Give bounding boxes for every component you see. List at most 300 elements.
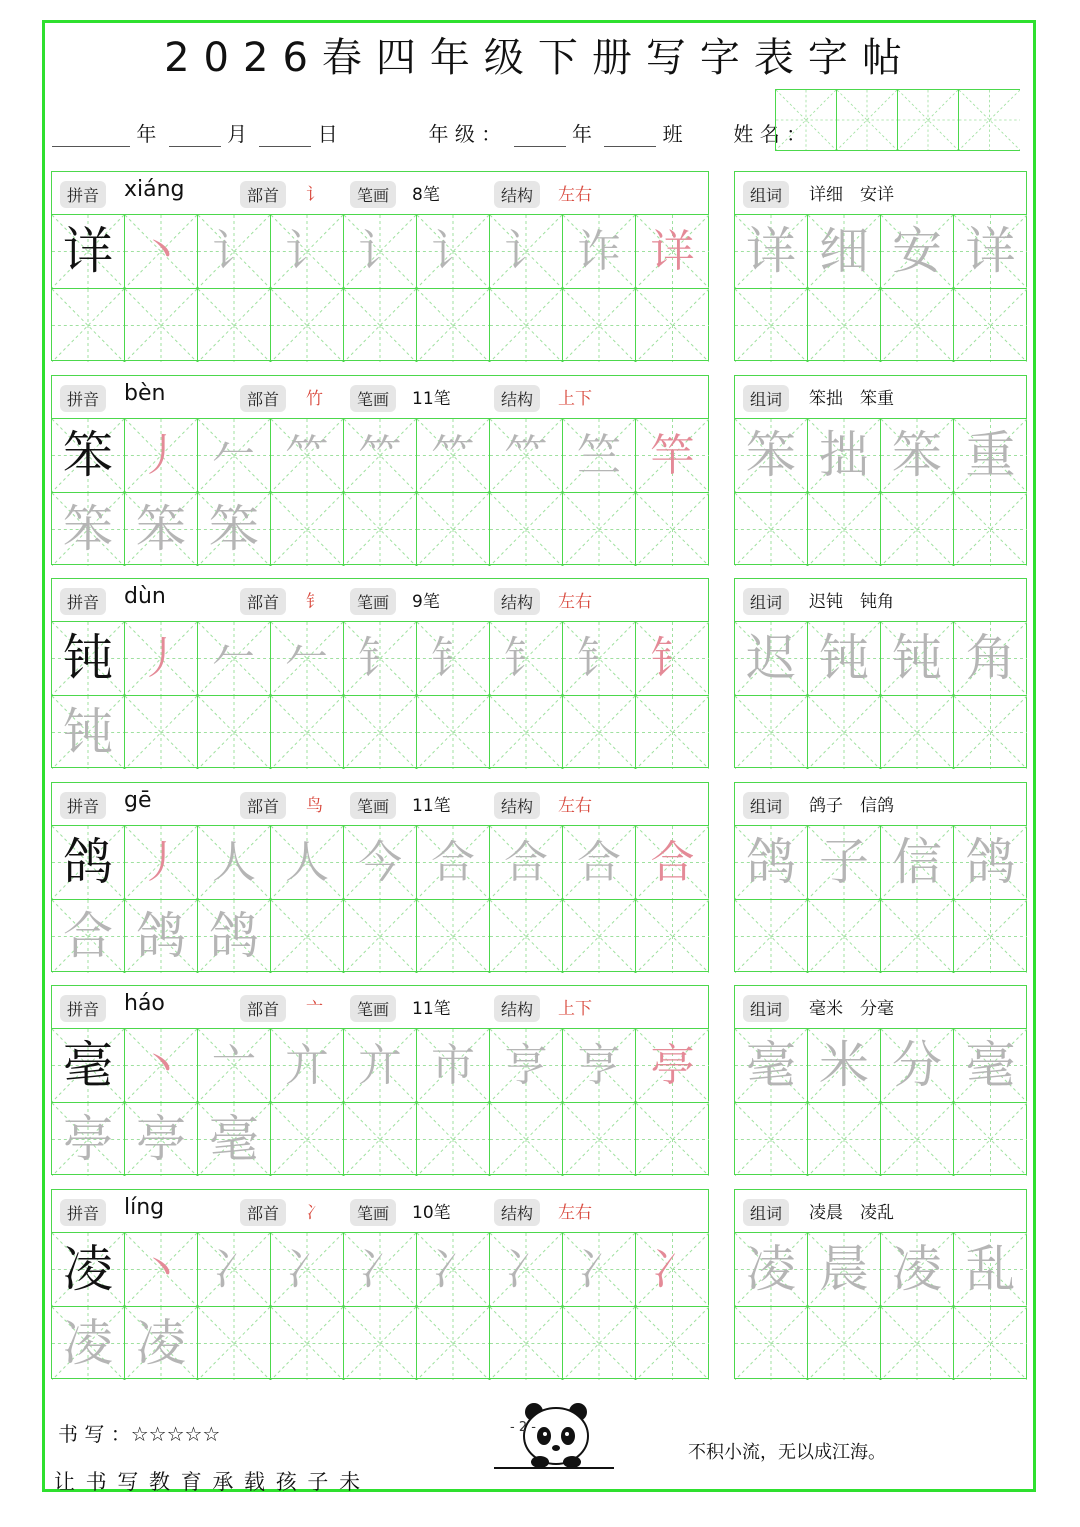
word-trace-cell	[735, 1029, 808, 1102]
structure-value: 上下	[558, 999, 592, 1019]
panda-icon	[494, 1398, 614, 1474]
practice-cell[interactable]	[125, 493, 198, 566]
word-practice-cell[interactable]	[881, 1307, 954, 1380]
word-char: 鸽	[965, 833, 1016, 891]
stroke-step-cell	[417, 215, 490, 288]
strokes-tag: 笔画	[350, 588, 396, 615]
practice-cell[interactable]	[125, 1103, 198, 1176]
stroke-step-cell	[271, 419, 344, 492]
stroke-step-cell	[125, 826, 198, 899]
stroke-step: ⺮	[431, 430, 475, 481]
stroke-step: 冫	[212, 1244, 256, 1295]
model-char: 毫	[63, 1036, 113, 1094]
words-tag: 组词	[743, 385, 789, 412]
word-practice-cell[interactable]	[954, 900, 1027, 973]
word-practice-grid	[734, 578, 1027, 768]
radical-tag: 部首	[240, 792, 286, 819]
practice-cell[interactable]	[417, 696, 490, 769]
stroke-step-cell	[344, 622, 417, 695]
slogan: 让 书 写 教 育 承 载 孩 子 未	[54, 1470, 363, 1494]
radical-value: 亠	[306, 999, 323, 1019]
pinyin-value: dùn	[124, 584, 166, 609]
model-char: 凌	[63, 1240, 113, 1298]
practice-cell[interactable]	[125, 1307, 198, 1380]
stroke-step: 钅	[431, 633, 475, 684]
stroke-step-cell	[563, 1029, 636, 1102]
stroke-step: 钅	[504, 633, 548, 684]
word-practice-cell[interactable]	[954, 289, 1027, 362]
stroke-step: 详	[650, 226, 695, 277]
word-practice-cell[interactable]	[735, 696, 808, 769]
practice-cell[interactable]	[636, 900, 709, 973]
char-info-header	[52, 783, 708, 826]
word-practice-cell[interactable]	[881, 900, 954, 973]
word-practice-cell[interactable]	[808, 1307, 881, 1380]
practice-cell[interactable]	[417, 289, 490, 362]
rating: 书 写 ：☆☆☆☆☆	[58, 1422, 221, 1446]
stroke-step-cell	[271, 1029, 344, 1102]
stroke-step-cell	[563, 826, 636, 899]
stroke-step: 冫	[358, 1244, 402, 1295]
practice-cell[interactable]	[271, 289, 344, 362]
word-char: 安	[892, 222, 942, 280]
stroke-step-cell	[563, 215, 636, 288]
radical-tag: 部首	[240, 995, 286, 1022]
strokes-value: 8笔	[412, 185, 440, 205]
pinyin-tag: 拼音	[60, 385, 106, 412]
model-char-cell	[52, 622, 125, 695]
word-trace-row	[735, 215, 1026, 289]
char-info-header	[52, 986, 708, 1029]
words-header	[735, 986, 1026, 1029]
word-practice-cell[interactable]	[954, 1307, 1027, 1380]
strokes-value: 9笔	[412, 592, 440, 612]
model-char-cell	[52, 215, 125, 288]
trace-char: 笨	[136, 500, 186, 558]
practice-cell[interactable]	[52, 696, 125, 769]
practice-cell[interactable]	[198, 900, 271, 973]
word-trace-cell	[881, 1029, 954, 1102]
stroke-step: 冫	[650, 1244, 695, 1295]
words-value: 鸽子 信鸽	[809, 796, 894, 816]
practice-cell[interactable]	[490, 1103, 563, 1176]
word-trace-cell	[808, 826, 881, 899]
word-practice-row	[735, 493, 1026, 566]
word-char: 米	[819, 1036, 869, 1094]
stroke-step-cell	[490, 1029, 563, 1102]
practice-cell[interactable]	[636, 493, 709, 566]
stroke-step-cell	[271, 622, 344, 695]
stroke-step: 冫	[431, 1244, 475, 1295]
stroke-step-cell	[198, 1029, 271, 1102]
page-number: - 2 -	[510, 1420, 536, 1435]
word-trace-cell	[735, 622, 808, 695]
practice-cell[interactable]	[52, 1103, 125, 1176]
word-trace-cell	[881, 215, 954, 288]
practice-cell[interactable]	[563, 900, 636, 973]
trace-char: 毫	[209, 1110, 259, 1168]
practice-cell[interactable]	[198, 696, 271, 769]
practice-cell[interactable]	[52, 900, 125, 973]
grade-label: 年 级 ：	[428, 122, 502, 146]
char-info-header	[52, 172, 708, 215]
stroke-step: 冫	[285, 1244, 329, 1295]
word-practice-cell[interactable]	[808, 289, 881, 362]
stroke-step: 讠	[358, 226, 402, 277]
practice-cell[interactable]	[52, 493, 125, 566]
model-char-cell	[52, 826, 125, 899]
practice-cell[interactable]	[563, 289, 636, 362]
stroke-step-cell	[490, 1233, 563, 1306]
stroke-step: 丶	[139, 226, 183, 277]
practice-cell[interactable]	[344, 289, 417, 362]
stroke-step: 亨	[577, 1040, 621, 1091]
structure-tag: 结构	[494, 588, 540, 615]
structure-tag: 结构	[494, 1199, 540, 1226]
practice-cell[interactable]	[490, 696, 563, 769]
word-trace-row	[735, 419, 1026, 493]
stroke-step-cell	[417, 622, 490, 695]
word-practice-cell[interactable]	[954, 696, 1027, 769]
words-header	[735, 172, 1026, 215]
practice-cell[interactable]	[636, 289, 709, 362]
practice-cell[interactable]	[271, 1307, 344, 1380]
structure-value: 左右	[558, 1203, 592, 1223]
name-box[interactable]	[897, 89, 959, 151]
strokes-tag: 笔画	[350, 1199, 396, 1226]
word-practice-cell[interactable]	[881, 1103, 954, 1176]
stroke-step: 亠	[212, 1040, 256, 1091]
stroke-step: ⺮	[358, 430, 402, 481]
words-value: 详细 安详	[809, 185, 894, 205]
quote: 不积小流，无以成江海。	[688, 1442, 886, 1463]
stroke-step: 冫	[577, 1244, 621, 1295]
year-label: 年	[136, 122, 157, 146]
stroke-step-cell	[198, 622, 271, 695]
practice-cell[interactable]	[198, 1307, 271, 1380]
practice-cell[interactable]	[198, 289, 271, 362]
practice-cell[interactable]	[344, 1103, 417, 1176]
stroke-step-cell	[636, 1029, 709, 1102]
structure-tag: 结构	[494, 181, 540, 208]
structure-tag: 结构	[494, 995, 540, 1022]
word-practice-cell[interactable]	[735, 900, 808, 973]
pinyin-value: xiáng	[124, 177, 185, 202]
pinyin-value: bèn	[124, 381, 166, 406]
pinyin-tag: 拼音	[60, 995, 106, 1022]
stroke-step-cell	[636, 826, 709, 899]
practice-cell[interactable]	[490, 493, 563, 566]
stroke-step-cell	[636, 419, 709, 492]
practice-cell[interactable]	[490, 289, 563, 362]
practice-cell[interactable]	[198, 493, 271, 566]
stroke-step-cell	[344, 1233, 417, 1306]
word-char: 分	[892, 1036, 942, 1094]
word-char: 子	[819, 833, 869, 891]
class-blank[interactable]	[604, 122, 656, 147]
stroke-order-row	[52, 826, 708, 900]
stroke-step: 亭	[650, 1040, 695, 1091]
char-practice-grid	[51, 1189, 709, 1379]
practice-row	[52, 289, 708, 362]
stroke-step-cell	[563, 1233, 636, 1306]
word-practice-row	[735, 900, 1026, 973]
practice-cell[interactable]	[198, 1103, 271, 1176]
strokes-tag: 笔画	[350, 792, 396, 819]
word-practice-cell[interactable]	[881, 289, 954, 362]
words-value: 迟钝 钝角	[809, 592, 894, 612]
stroke-step-cell	[344, 215, 417, 288]
word-practice-grid	[734, 782, 1027, 972]
stroke-step-cell	[636, 1233, 709, 1306]
word-practice-cell[interactable]	[881, 696, 954, 769]
stroke-order-row	[52, 622, 708, 696]
practice-cell[interactable]	[271, 1103, 344, 1176]
model-char: 笨	[63, 426, 113, 484]
word-practice-cell[interactable]	[735, 1307, 808, 1380]
stroke-step: 𠂉	[212, 633, 256, 684]
model-char: 钝	[63, 629, 113, 687]
word-char: 乱	[965, 1240, 1016, 1298]
word-practice-cell[interactable]	[808, 900, 881, 973]
word-char: 角	[965, 629, 1016, 687]
word-trace-cell	[954, 419, 1027, 492]
word-trace-cell	[881, 622, 954, 695]
char-info-header	[52, 376, 708, 419]
stroke-step-cell	[417, 1233, 490, 1306]
name-box[interactable]	[836, 89, 898, 151]
practice-cell[interactable]	[344, 1307, 417, 1380]
practice-cell[interactable]	[344, 900, 417, 973]
word-trace-cell	[808, 215, 881, 288]
practice-cell[interactable]	[417, 900, 490, 973]
word-practice-grid	[734, 1189, 1027, 1379]
practice-cell[interactable]	[490, 1307, 563, 1380]
radical-tag: 部首	[240, 385, 286, 412]
word-char: 迟	[746, 629, 796, 687]
word-trace-cell	[735, 419, 808, 492]
stroke-step-cell	[271, 215, 344, 288]
trace-char: 合	[63, 907, 113, 965]
word-practice-cell[interactable]	[735, 1103, 808, 1176]
word-practice-grid	[734, 375, 1027, 565]
stroke-step: ⺮	[504, 430, 548, 481]
word-trace-cell	[954, 826, 1027, 899]
model-char: 详	[63, 222, 113, 280]
words-value: 毫米 分毫	[809, 999, 894, 1019]
stroke-step: 合	[504, 837, 548, 888]
stroke-step-cell	[125, 622, 198, 695]
stroke-step-cell	[125, 1233, 198, 1306]
stroke-step: 讠	[504, 226, 548, 277]
word-trace-cell	[808, 1233, 881, 1306]
pinyin-value: háo	[124, 991, 165, 1016]
stroke-step-cell	[490, 419, 563, 492]
strokes-tag: 笔画	[350, 385, 396, 412]
stroke-step-cell	[490, 622, 563, 695]
model-char: 鸽	[63, 833, 113, 891]
model-char-cell	[52, 1029, 125, 1102]
word-practice-cell[interactable]	[954, 1103, 1027, 1176]
stroke-step-cell	[198, 419, 271, 492]
char-practice-grid	[51, 375, 709, 565]
practice-cell[interactable]	[125, 696, 198, 769]
practice-cell[interactable]	[344, 493, 417, 566]
grade-year-blank[interactable]	[514, 122, 566, 147]
stroke-step: 丶	[139, 1040, 183, 1091]
word-practice-row	[735, 289, 1026, 362]
word-practice-cell[interactable]	[954, 493, 1027, 566]
stroke-step: 竿	[650, 430, 695, 481]
words-header	[735, 579, 1026, 622]
radical-value: 冫	[306, 1203, 323, 1223]
word-practice-cell[interactable]	[735, 493, 808, 566]
word-practice-cell[interactable]	[808, 696, 881, 769]
practice-cell[interactable]	[271, 900, 344, 973]
word-char: 钝	[819, 629, 869, 687]
words-header	[735, 376, 1026, 419]
words-tag: 组词	[743, 1199, 789, 1226]
trace-char: 钝	[63, 703, 113, 761]
practice-cell[interactable]	[490, 900, 563, 973]
practice-cell[interactable]	[417, 1103, 490, 1176]
stroke-step: 钅	[577, 633, 621, 684]
stroke-step-cell	[636, 622, 709, 695]
practice-cell[interactable]	[563, 493, 636, 566]
word-char: 笨	[746, 426, 796, 484]
word-char: 重	[965, 426, 1016, 484]
practice-cell[interactable]	[52, 1307, 125, 1380]
day-blank[interactable]	[259, 122, 311, 147]
stroke-step-cell	[417, 419, 490, 492]
stroke-step: 讠	[212, 226, 256, 277]
stroke-order-row	[52, 1233, 708, 1307]
word-trace-row	[735, 622, 1026, 696]
stroke-step-cell	[344, 419, 417, 492]
word-practice-grid	[734, 171, 1027, 361]
page-title: 2026春四年级下册写字表字帖	[164, 35, 916, 81]
practice-cell[interactable]	[417, 493, 490, 566]
stroke-step-cell	[198, 826, 271, 899]
radical-tag: 部首	[240, 181, 286, 208]
word-practice-cell[interactable]	[735, 289, 808, 362]
stroke-step: 竺	[577, 430, 621, 481]
practice-cell[interactable]	[636, 1103, 709, 1176]
practice-cell[interactable]	[52, 289, 125, 362]
practice-cell[interactable]	[563, 1307, 636, 1380]
word-practice-row	[735, 1307, 1026, 1380]
word-trace-cell	[808, 419, 881, 492]
practice-cell[interactable]	[271, 493, 344, 566]
word-char: 细	[819, 222, 869, 280]
word-practice-cell[interactable]	[881, 493, 954, 566]
word-char: 信	[892, 833, 942, 891]
radical-value: 讠	[306, 185, 323, 205]
practice-cell[interactable]	[125, 289, 198, 362]
stroke-step-cell	[198, 1233, 271, 1306]
trace-char: 亭	[63, 1110, 113, 1168]
word-char: 凌	[746, 1240, 796, 1298]
trace-char: 凌	[63, 1314, 113, 1372]
stroke-step: 亣	[358, 1040, 402, 1091]
word-char: 钝	[892, 629, 942, 687]
stroke-order-row	[52, 419, 708, 493]
practice-cell[interactable]	[417, 1307, 490, 1380]
strokes-value: 10笔	[412, 1203, 451, 1223]
radical-value: 鸟	[306, 796, 323, 816]
practice-cell[interactable]	[636, 1307, 709, 1380]
name-box[interactable]	[958, 89, 1020, 151]
words-tag: 组词	[743, 588, 789, 615]
stroke-step-cell	[490, 826, 563, 899]
stroke-step-cell	[563, 419, 636, 492]
word-practice-grid	[734, 985, 1027, 1175]
practice-row	[52, 696, 708, 769]
structure-value: 上下	[558, 389, 592, 409]
stroke-step-cell	[417, 826, 490, 899]
word-practice-cell[interactable]	[808, 1103, 881, 1176]
word-trace-cell	[954, 1029, 1027, 1102]
word-char: 鸽	[746, 833, 796, 891]
practice-cell[interactable]	[344, 696, 417, 769]
char-info-header	[52, 1190, 708, 1233]
class-label: 班	[662, 122, 683, 146]
practice-cell[interactable]	[563, 1103, 636, 1176]
words-value: 凌晨 凌乱	[809, 1203, 894, 1223]
words-value: 笨拙 笨重	[809, 389, 894, 409]
year-blank[interactable]	[52, 122, 130, 147]
char-info-header	[52, 579, 708, 622]
radical-tag: 部首	[240, 588, 286, 615]
stroke-step: 合	[431, 837, 475, 888]
month-blank[interactable]	[169, 122, 221, 147]
trace-char: 笨	[63, 500, 113, 558]
model-char-cell	[52, 1233, 125, 1306]
practice-row	[52, 1103, 708, 1176]
char-practice-grid	[51, 578, 709, 768]
radical-value: 竹	[306, 389, 323, 409]
trace-char: 凌	[136, 1314, 186, 1372]
structure-tag: 结构	[494, 385, 540, 412]
word-trace-cell	[954, 622, 1027, 695]
char-practice-grid	[51, 985, 709, 1175]
practice-cell[interactable]	[563, 696, 636, 769]
practice-row	[52, 1307, 708, 1380]
practice-cell[interactable]	[271, 696, 344, 769]
trace-char: 笨	[209, 500, 259, 558]
word-char: 详	[965, 222, 1016, 280]
stroke-step: 钅	[358, 633, 402, 684]
word-trace-cell	[881, 826, 954, 899]
name-box[interactable]	[775, 89, 837, 151]
date-grade-row	[52, 118, 806, 147]
practice-cell[interactable]	[636, 696, 709, 769]
stroke-step: 𠂉	[285, 633, 329, 684]
stroke-step-cell	[417, 1029, 490, 1102]
word-practice-cell[interactable]	[808, 493, 881, 566]
trace-char: 亭	[136, 1110, 186, 1168]
stroke-step: 合	[577, 837, 621, 888]
word-trace-cell	[808, 622, 881, 695]
word-trace-row	[735, 1029, 1026, 1103]
stroke-step: 冫	[504, 1244, 548, 1295]
structure-tag: 结构	[494, 792, 540, 819]
word-trace-cell	[735, 1233, 808, 1306]
practice-cell[interactable]	[125, 900, 198, 973]
stroke-order-row	[52, 215, 708, 289]
stroke-order-row	[52, 1029, 708, 1103]
char-practice-grid	[51, 782, 709, 972]
